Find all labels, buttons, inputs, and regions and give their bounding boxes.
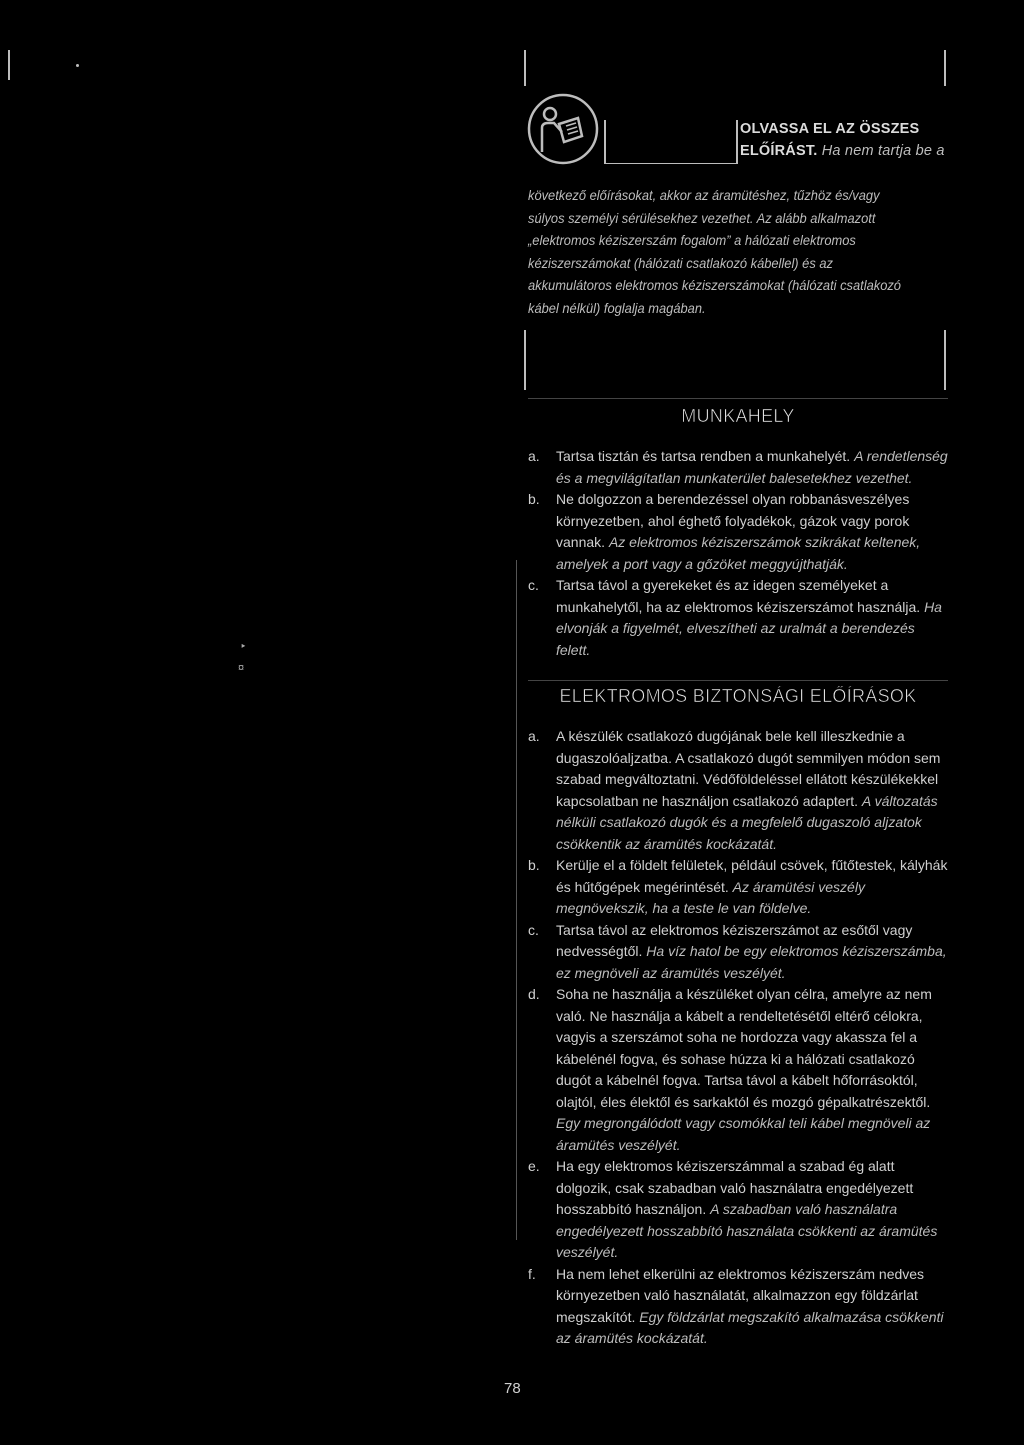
separator-1 (528, 398, 948, 399)
elektromos-list (528, 726, 948, 1350)
warning-divider-2 (736, 120, 738, 164)
list-item: c. Tartsa távol a gyerekeket és az idegen személyeket a munkahelytől, ha az elektromos kéziszerszámot használja. Ha elvonják a figyelmét, elveszítheti az uralmát a berendezés felett. (528, 577, 942, 658)
list-item: f. Ha nem lehet elkerülni az elektromos kéziszerszám nedves környezetben való használatát, alkalmazzon egy földzárlat megszakítót. Egy földzárlat megszakító alkalmazása csökkenti az áramütés kockázatát. (528, 1265, 944, 1346)
warning-divider-1 (604, 120, 606, 164)
list-item: b. Ne dolgozzon a berendezéssel olyan robbanásveszélyes környezetben, ahol éghető folyadékok, gázok vagy porok vannak. Az elektromos kéziszerszámok szikrákat keltenek, amelyek a port vagy a gőzöket meggyújthatják. (528, 491, 921, 572)
page-number: 78 (504, 1380, 521, 1397)
column-top-line-right (944, 50, 946, 86)
section-title-munkahely: MUNKAHELY (681, 406, 795, 426)
warning-underline (604, 163, 738, 164)
left-column-divider (516, 560, 517, 1240)
section-title-elektromos: ELEKTROMOS BIZTONSÁGI ELŐÍRÁSOK (559, 686, 917, 706)
list-item: d. Soha ne használja a készüléket olyan célra, amelyre az nem való. Ne használja a kábelt a rendeltetésétől eltérő célokra, vagyis a szerszámot soha ne hordozza vagy akassza fel a kábelénél fogva, és sohase húzza ki a hálózati csatlakozó dugót a kábelnél fogva. Tartsa távol a kábelt hőforrásoktól, olajtól, éles élektől és sarkaktól és mozgó gépalkatrészektől. Egy megrongálódott vagy csomókkal teli kábel megnöveli az áramütés veszélyét. (528, 986, 932, 1153)
separator-2 (528, 680, 948, 681)
list-item: a. A készülék csatlakozó dugójának bele kell illeszkednie a dugaszolóaljzatba. A csatlakozó dugót semmilyen módon sem szabad megváltoztatni. Védőföldeléssel ellátott készülékekkel kapcsolatban ne használjon csatlakozó adaptert. A változatás nélküli csatlakozó dugók és a megfelelő dugaszoló aljzatok csökkentik az áramütés kockázatát. (528, 728, 941, 852)
left-margin-line (8, 50, 10, 80)
column-top-line-left (524, 50, 526, 86)
warning-heading-rest: Ha nem tartja be a (821, 143, 945, 159)
read-manual-icon (526, 92, 600, 166)
margin-dot (76, 64, 79, 67)
munkahely-list (528, 446, 948, 661)
box-line-left (524, 330, 526, 390)
list-item: b. Kerülje el a földelt felületek, például csövek, fűtőtestek, kályhák és hűtőgépek megérintését. Az áramütési veszély megnövekszik, ha a teste le van földelve. (528, 857, 948, 916)
margin-mark-1: ‣ (240, 641, 247, 653)
warning-heading (740, 118, 960, 162)
list-item: c. Tartsa távol az elektromos kéziszerszámot az esőtől vagy nedvességtől. Ha víz hatol be egy elektromos kéziszerszámba, ez megnöveli az áramütés veszélyét. (528, 921, 947, 981)
list-item: a. Tartsa tisztán és tartsa rendben a munkahelyét. A rendetlenség és a megvilágítatlan munkaterület balesetekhez vezethet. (528, 448, 948, 486)
box-line-right (944, 330, 946, 390)
margin-mark-2: ¤ (238, 662, 245, 674)
warning-body: következő előírásokat, akkor az áramütéshez, tűzhöz és/vagy súlyos személyi sérülésekhez vezethet. Az alább alkalmazott „elektromos kéziszerszám fogalom” a hálózati elektromos kéziszerszámokat (hálózati csatlakozó kábellel) és az akkumulátoros elektromos kéziszerszámokat (hálózati csatlakozó kábel nélkül) foglalja magában. (528, 187, 901, 316)
list-item: e. Ha egy elektromos kéziszerszámmal a szabad ég alatt dolgozik, csak szabadban való használatra engedélyezett hosszabbító használjon. A szabadban való használatra engedélyezett hosszabbító használata csökkenti az áramütés veszélyét. (528, 1158, 938, 1260)
warning-heading-bold: OLVASSA EL AZ ÖSSZES ELŐÍRÁST. (740, 121, 920, 159)
